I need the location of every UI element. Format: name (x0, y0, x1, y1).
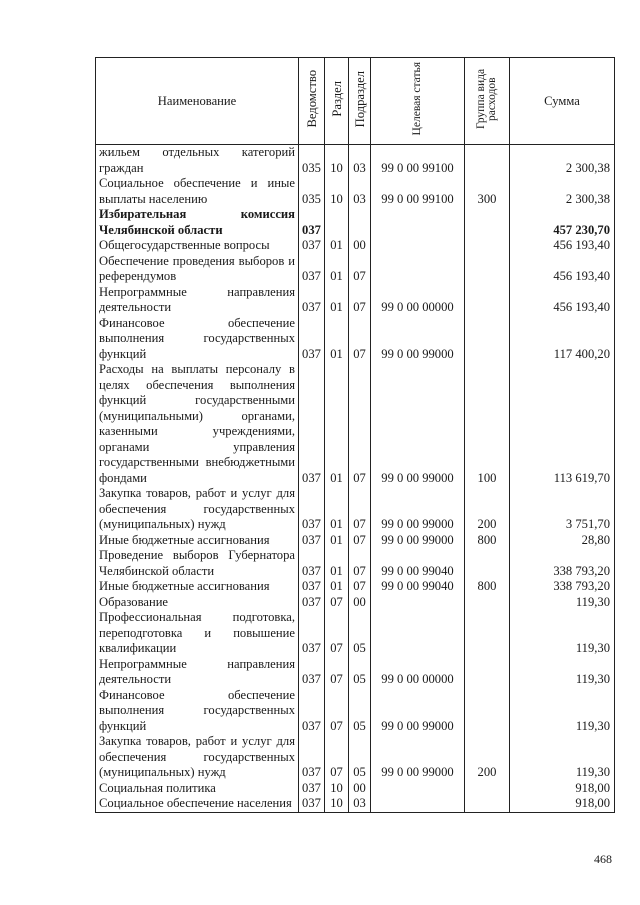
row-podrazdel: 00 (349, 781, 371, 797)
row-celevaya: 99 0 00 00000 (371, 657, 465, 688)
row-razdel: 01 (325, 579, 349, 595)
row-gruppa (465, 548, 510, 579)
row-summa: 117 400,20 (510, 316, 615, 363)
row-gruppa (465, 207, 510, 238)
header-podrazdel-text: Подраздел (352, 70, 367, 128)
row-razdel: 01 (325, 238, 349, 254)
header-summa-text: Сумма (544, 93, 580, 108)
row-celevaya: 99 0 00 99000 (371, 533, 465, 549)
row-razdel: 01 (325, 316, 349, 363)
row-summa: 456 193,40 (510, 254, 615, 285)
row-summa: 3 751,70 (510, 486, 615, 533)
row-podrazdel: 07 (349, 533, 371, 549)
row-celevaya: 99 0 00 99000 (371, 362, 465, 486)
row-celevaya: 99 0 00 00000 (371, 285, 465, 316)
row-gruppa: 200 (465, 486, 510, 533)
row-ved: 037 (299, 781, 325, 797)
row-podrazdel (349, 207, 371, 238)
table-row (96, 285, 615, 316)
table-row (96, 486, 615, 533)
row-name: Закупка товаров, работ и услуг для обеспечения государственных (муниципальных) нужд (96, 486, 299, 533)
row-name: Расходы на выплаты персоналу в целях обеспечения выполнения функций государственными (муниципальными) органами, казенными учреждениями, органами управления государственными внебюджетными фондами (96, 362, 299, 486)
row-podrazdel: 07 (349, 486, 371, 533)
row-summa: 918,00 (510, 796, 615, 812)
table-row (96, 145, 615, 177)
row-razdel: 10 (325, 176, 349, 207)
row-summa: 113 619,70 (510, 362, 615, 486)
row-summa: 338 793,20 (510, 579, 615, 595)
header-ved (299, 58, 325, 145)
row-podrazdel: 03 (349, 796, 371, 812)
row-celevaya (371, 595, 465, 611)
row-gruppa: 200 (465, 734, 510, 781)
header-celevaya (371, 58, 465, 145)
row-celevaya: 99 0 00 99000 (371, 316, 465, 363)
row-summa: 456 193,40 (510, 238, 615, 254)
table-row (96, 657, 615, 688)
row-summa: 119,30 (510, 734, 615, 781)
table-row (96, 533, 615, 549)
row-name: Непрограммные направления деятельности (96, 657, 299, 688)
row-summa: 119,30 (510, 688, 615, 735)
row-celevaya: 99 0 00 99100 (371, 176, 465, 207)
row-name: Избирательная комиссия Челябинской области (96, 207, 299, 238)
header-celevaya-text: Целевая статья (411, 62, 423, 136)
row-razdel: 07 (325, 734, 349, 781)
row-gruppa (465, 595, 510, 611)
row-celevaya: 99 0 00 99000 (371, 688, 465, 735)
row-ved: 037 (299, 486, 325, 533)
header-ved-text: Ведомство (304, 70, 319, 128)
row-gruppa (465, 285, 510, 316)
header-name-text: Наименование (157, 93, 237, 108)
row-ved: 037 (299, 285, 325, 316)
table-row (96, 688, 615, 735)
budget-table (95, 57, 615, 813)
row-summa: 456 193,40 (510, 285, 615, 316)
row-ved: 037 (299, 734, 325, 781)
row-ved: 037 (299, 688, 325, 735)
row-gruppa (465, 781, 510, 797)
row-ved: 037 (299, 316, 325, 363)
row-summa: 119,30 (510, 595, 615, 611)
row-ved: 037 (299, 595, 325, 611)
row-razdel: 01 (325, 254, 349, 285)
table-header-row (96, 58, 615, 145)
table-row (96, 316, 615, 363)
row-podrazdel: 03 (349, 176, 371, 207)
row-name: Социальное обеспечение населения (96, 796, 299, 812)
row-ved: 037 (299, 548, 325, 579)
row-celevaya: 99 0 00 99000 (371, 734, 465, 781)
row-celevaya: 99 0 00 99040 (371, 548, 465, 579)
row-ved: 037 (299, 238, 325, 254)
table-row (96, 207, 615, 238)
row-name: Финансовое обеспечение выполнения государственных функций (96, 316, 299, 363)
row-ved: 037 (299, 657, 325, 688)
row-celevaya (371, 610, 465, 657)
row-razdel: 07 (325, 657, 349, 688)
header-podrazdel (349, 58, 371, 145)
row-podrazdel: 07 (349, 254, 371, 285)
row-name: Непрограммные направления деятельности (96, 285, 299, 316)
row-summa: 457 230,70 (510, 207, 615, 238)
header-razdel-text: Раздел (329, 81, 344, 117)
row-razdel: 01 (325, 362, 349, 486)
row-podrazdel: 07 (349, 579, 371, 595)
row-gruppa (465, 610, 510, 657)
row-name: Иные бюджетные ассигнования (96, 533, 299, 549)
table-row (96, 254, 615, 285)
row-podrazdel: 05 (349, 610, 371, 657)
row-celevaya (371, 796, 465, 812)
row-celevaya: 99 0 00 99000 (371, 486, 465, 533)
row-name: Профессиональная подготовка, переподготовка и повышение квалификации (96, 610, 299, 657)
table-row (96, 796, 615, 812)
row-razdel: 10 (325, 796, 349, 812)
row-summa: 2 300,38 (510, 145, 615, 177)
row-podrazdel: 00 (349, 238, 371, 254)
row-gruppa: 100 (465, 362, 510, 486)
table-row (96, 362, 615, 486)
row-podrazdel: 07 (349, 362, 371, 486)
row-name: Образование (96, 595, 299, 611)
row-celevaya: 99 0 00 99100 (371, 145, 465, 177)
header-gruppa (465, 58, 510, 145)
row-celevaya (371, 781, 465, 797)
row-podrazdel: 07 (349, 548, 371, 579)
header-razdel (325, 58, 349, 145)
header-gruppa-text: Группа вида расходов (475, 68, 498, 130)
row-podrazdel: 05 (349, 734, 371, 781)
row-ved: 035 (299, 176, 325, 207)
row-name: Обеспечение проведения выборов и референдумов (96, 254, 299, 285)
row-podrazdel: 05 (349, 657, 371, 688)
row-gruppa (465, 316, 510, 363)
row-gruppa: 800 (465, 533, 510, 549)
table-row (96, 595, 615, 611)
table-row (96, 734, 615, 781)
row-ved: 037 (299, 533, 325, 549)
row-summa: 918,00 (510, 781, 615, 797)
row-razdel: 01 (325, 548, 349, 579)
row-summa: 28,80 (510, 533, 615, 549)
row-ved: 037 (299, 362, 325, 486)
row-name: Иные бюджетные ассигнования (96, 579, 299, 595)
row-gruppa (465, 657, 510, 688)
row-celevaya: 99 0 00 99040 (371, 579, 465, 595)
row-ved: 037 (299, 579, 325, 595)
row-celevaya (371, 254, 465, 285)
row-podrazdel: 07 (349, 285, 371, 316)
table-row (96, 781, 615, 797)
row-razdel: 01 (325, 486, 349, 533)
row-name: Социальная политика (96, 781, 299, 797)
row-razdel: 07 (325, 610, 349, 657)
row-podrazdel: 03 (349, 145, 371, 177)
table-row (96, 548, 615, 579)
header-summa (510, 58, 615, 145)
table-row (96, 610, 615, 657)
row-ved: 035 (299, 145, 325, 177)
row-razdel: 10 (325, 781, 349, 797)
row-celevaya (371, 207, 465, 238)
row-podrazdel: 00 (349, 595, 371, 611)
row-razdel: 07 (325, 688, 349, 735)
row-ved: 037 (299, 207, 325, 238)
row-gruppa (465, 796, 510, 812)
row-razdel: 10 (325, 145, 349, 177)
row-name: Проведение выборов Губернатора Челябинской области (96, 548, 299, 579)
row-gruppa: 800 (465, 579, 510, 595)
row-podrazdel: 05 (349, 688, 371, 735)
row-name: Закупка товаров, работ и услуг для обеспечения государственных (муниципальных) нужд (96, 734, 299, 781)
row-gruppa: 300 (465, 176, 510, 207)
row-razdel (325, 207, 349, 238)
row-celevaya (371, 238, 465, 254)
row-name: жильем отдельных категорий граждан (96, 145, 299, 177)
row-gruppa (465, 145, 510, 177)
table-row (96, 176, 615, 207)
row-razdel: 01 (325, 285, 349, 316)
row-ved: 037 (299, 610, 325, 657)
row-summa: 338 793,20 (510, 548, 615, 579)
header-name (96, 58, 299, 145)
table-body (96, 145, 615, 813)
row-ved: 037 (299, 254, 325, 285)
row-summa: 2 300,38 (510, 176, 615, 207)
row-name: Общегосударственные вопросы (96, 238, 299, 254)
row-gruppa (465, 254, 510, 285)
row-name: Социальное обеспечение и иные выплаты населению (96, 176, 299, 207)
row-summa: 119,30 (510, 657, 615, 688)
row-podrazdel: 07 (349, 316, 371, 363)
row-razdel: 07 (325, 595, 349, 611)
row-ved: 037 (299, 796, 325, 812)
row-name: Финансовое обеспечение выполнения государственных функций (96, 688, 299, 735)
table-row (96, 579, 615, 595)
page-number: 468 (594, 852, 612, 866)
row-summa: 119,30 (510, 610, 615, 657)
row-razdel: 01 (325, 533, 349, 549)
row-gruppa (465, 238, 510, 254)
table-row (96, 238, 615, 254)
row-gruppa (465, 688, 510, 735)
